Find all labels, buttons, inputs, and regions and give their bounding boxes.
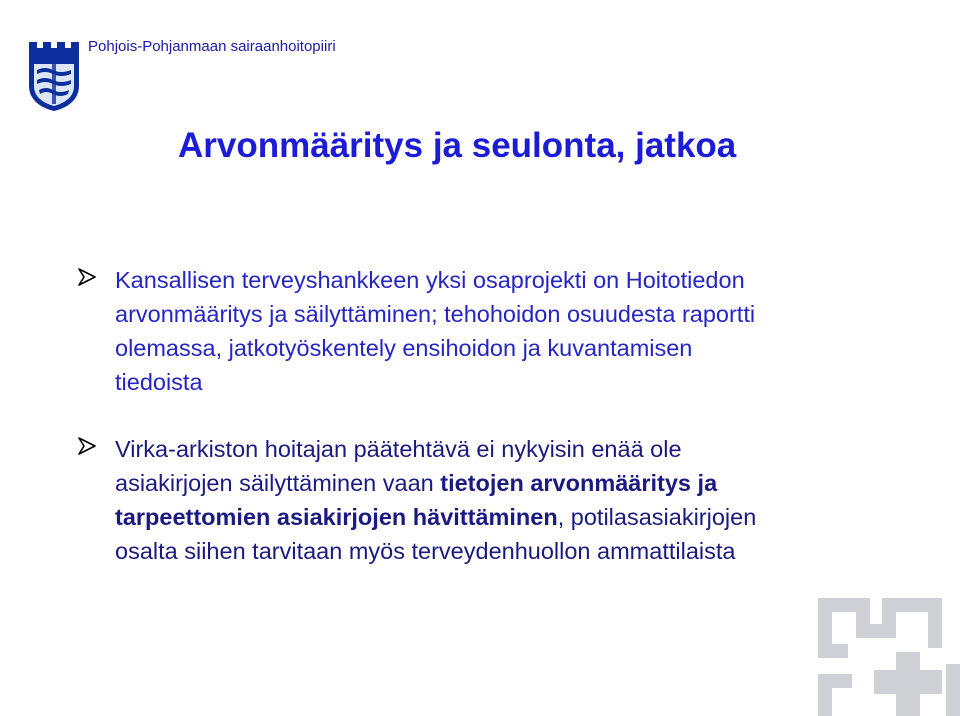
arrowhead-bullet-icon bbox=[78, 437, 96, 455]
bullet-line: arvonmääritys ja säilyttäminen; tehohoidon osuudesta raportti bbox=[115, 301, 756, 327]
bullet-line: tiedoista bbox=[115, 369, 203, 395]
plain-text: asiakirjojen säilyttäminen vaan bbox=[115, 470, 441, 496]
cross-pattern-watermark-icon bbox=[818, 594, 960, 716]
emphasized-text: tarpeettomien asiakirjojen hävittäminen bbox=[115, 504, 558, 530]
bullet-line: Virka-arkiston hoitajan päätehtävä ei nykyisin enää ole bbox=[115, 436, 682, 462]
bullet-text bbox=[115, 263, 918, 399]
bullet-line bbox=[115, 466, 918, 500]
organization-name: Pohjois-Pohjanmaan sairaanhoitopiiri bbox=[88, 38, 336, 55]
bullet-line: osalta siihen tarvitaan myös terveydenhuollon ammattilaista bbox=[115, 538, 736, 564]
bullet-line bbox=[115, 500, 918, 534]
emphasized-text: tietojen arvonmääritys ja bbox=[440, 470, 718, 496]
coat-of-arms-icon bbox=[27, 40, 81, 112]
bullet-item bbox=[78, 432, 918, 568]
bullet-line: olemassa, jatkotyöskentely ensihoidon ja kuvantamisen bbox=[115, 335, 693, 361]
bullet-item bbox=[78, 263, 918, 399]
bullet-line: Kansallisen terveyshankkeen yksi osaprojekti on Hoitotiedon bbox=[115, 267, 745, 293]
plain-text: , potilasasiakirjojen bbox=[557, 504, 757, 530]
slide-title: Arvonmääritys ja seulonta, jatkoa bbox=[178, 126, 737, 165]
bullet-text bbox=[115, 432, 918, 568]
arrowhead-bullet-icon bbox=[78, 268, 96, 286]
